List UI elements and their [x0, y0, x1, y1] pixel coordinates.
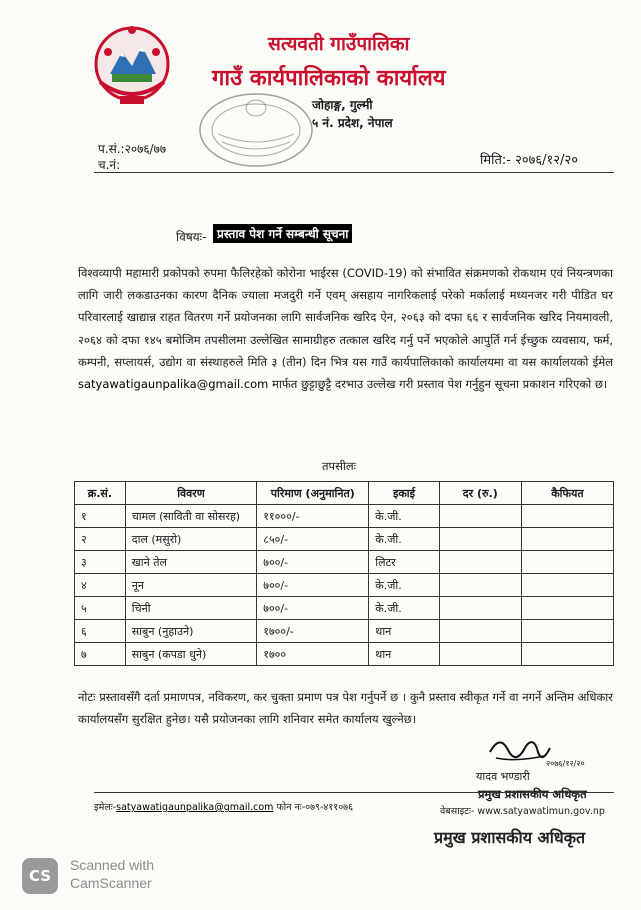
cell-remarks — [521, 643, 613, 666]
footer-divider — [94, 792, 614, 793]
watermark-line-2: CamScanner — [70, 875, 152, 891]
cell-rate — [439, 505, 521, 528]
table-row — [75, 643, 614, 666]
footer-phone: फोन नः-०७९-४११०७६ — [276, 802, 354, 813]
cell-description: चामल (साविती वा सोसरह) — [125, 505, 256, 528]
note-text: नोटः प्रस्तावसँगै दर्ता प्रमाणपत्र, नविकरण, कर चुक्ता प्रमाण पत्र पेश गर्नुपर्ने छ । कुनै प्रस्ताव स्वीकृत गर्ने वा नगर्ने अन्तिम अधिकार कार्यालयसँग सुरक्षित हुनेछ। यसै प्रयोजनका लागि शनिवार समेत कार्यालय खुल्नेछ। — [78, 690, 613, 726]
subject-text: प्रस्ताव पेश गर्ने सम्बन्धी सूचना — [213, 224, 352, 243]
footer-email-link[interactable]: satyawatigaunpalika@gmail.com — [116, 802, 274, 813]
header-quantity: परिमाण (अनुमानित) — [257, 482, 369, 505]
cell-quantity: १७०० — [257, 643, 369, 666]
footer-website — [440, 804, 605, 817]
footer-contact — [94, 800, 353, 813]
cell-unit: के.जी. — [369, 528, 439, 551]
table-row — [75, 551, 614, 574]
cell-remarks — [521, 574, 613, 597]
document-date: मिति:- २०७६/१२/२० — [480, 153, 578, 168]
camscanner-watermark — [22, 858, 202, 898]
table-row — [75, 574, 614, 597]
cell-unit: के.जी. — [369, 505, 439, 528]
cell-unit: थान — [369, 643, 439, 666]
cell-quantity: ७००/- — [257, 597, 369, 620]
header-divider — [94, 172, 614, 173]
cell-remarks — [521, 597, 613, 620]
address-line-1: जोहाङ्ग, गुल्मी — [312, 98, 373, 112]
cell-serial: ६ — [75, 620, 126, 643]
address-line-2: ५ नं. प्रदेश, नेपाल — [312, 116, 393, 130]
nepal-emblem-icon — [92, 22, 172, 110]
cell-rate — [439, 620, 521, 643]
signatory-name: यादव भण्डारी — [476, 770, 530, 783]
cell-rate — [439, 643, 521, 666]
cell-serial: २ — [75, 528, 126, 551]
cell-description: नून — [125, 574, 256, 597]
body-text-post: मार्फत छुट्टाछुट्टै दरभाउ उल्लेख गरी प्रस्ताव पेश गर्नुहुन सूचना प्रकाशन गरिएको छ। — [272, 377, 608, 392]
cell-serial: ४ — [75, 574, 126, 597]
notice-body — [78, 262, 613, 395]
subject-label: विषयः- — [176, 230, 207, 244]
cell-rate — [439, 528, 521, 551]
municipality-name: सत्यवती गाउँपालिका — [268, 33, 410, 55]
table-header-row — [75, 482, 614, 505]
reference-number: प.सं.:२०७६/७७ — [98, 142, 167, 156]
cell-description: दाल (मसुरो) — [125, 528, 256, 551]
header-serial: क्र.सं. — [75, 482, 126, 505]
cell-remarks — [521, 620, 613, 643]
chalani-number: च.नं: — [98, 158, 121, 172]
cell-unit: के.जी. — [369, 574, 439, 597]
cell-quantity: ११०००/- — [257, 505, 369, 528]
cell-unit: के.जी. — [369, 597, 439, 620]
cell-quantity: १७००/- — [257, 620, 369, 643]
cell-quantity: ८५०/- — [257, 528, 369, 551]
cell-quantity: ७००/- — [257, 574, 369, 597]
cell-description: साबुन (कपडा धुने) — [125, 643, 256, 666]
cell-serial: ७ — [75, 643, 126, 666]
office-name: गाउँ कार्यपालिकाको कार्यालय — [212, 66, 446, 91]
header-rate: दर (रु.) — [439, 482, 521, 505]
footer-web-link[interactable]: www.satyawatimun.gov.np — [477, 806, 605, 817]
cell-description: साबुन (नुहाउने) — [125, 620, 256, 643]
cell-serial: १ — [75, 505, 126, 528]
signature-scrawl — [486, 730, 596, 770]
cell-rate — [439, 551, 521, 574]
table-caption: तपसीलः — [322, 459, 356, 473]
cell-unit: थान — [369, 620, 439, 643]
header-description: विवरण — [125, 482, 256, 505]
table-row — [75, 528, 614, 551]
footer-email-label: इमेलः- — [94, 802, 117, 813]
items-table — [74, 481, 614, 666]
cell-remarks — [521, 551, 613, 574]
cell-description: खाने तेल — [125, 551, 256, 574]
table-row — [75, 597, 614, 620]
cell-serial: ५ — [75, 597, 126, 620]
signatory-post: प्रमुख प्रशासकीय अधिकृत — [478, 787, 587, 801]
header-remarks: कैफियत — [521, 482, 613, 505]
cell-quantity: ७००/- — [257, 551, 369, 574]
cell-remarks — [521, 505, 613, 528]
footer-web-label: वेबसाइटः- — [440, 806, 475, 817]
cell-rate — [439, 574, 521, 597]
body-text-pre: विश्वव्यापी महामारी प्रकोपको रुपमा फैलिरहेको कोरोना भाईरस (COVID-19) को संभावित संक्रमणको रोकथाम एवं नियन्त्रणका लागि जारी लकडाउनका कारण दैनिक ज्याला मजदुरी गर्ने एवम् असहाय नागरिकलाई परेको मर्कालाई मध्यनजर गरी पीडित घर परिवारलाई खाद्यान्न राहत वितरण गर्ने प्रयोजनका लागि सार्वजनिक खरिद ऐन, २०६३ को दफा ६६ र सार्वजनिक खरिद नियमावली, २०६४ को दफा १४५ बमोजिम तपसीलमा उल्लेखित सामाग्रीहरु तत्काल खरिद गर्नु पर्ने भएकोले आपुर्ति गर्न ईच्छुक व्यवसाय, फर्म, कम्पनी, सप्लायर्स, उद्योग वा संस्थाहरुले मिति ३ (तीन) दिन भित्र यस गाउँ कार्यपालिकाको कार्यालयमा वा यस कार्यालयको ईमेल — [78, 266, 613, 369]
watermark-line-1: Scanned with — [70, 857, 155, 873]
header-unit: इकाई — [369, 482, 439, 505]
signature-date: २०७६/१२/२० — [546, 759, 585, 768]
cell-unit: लिटर — [369, 551, 439, 574]
cell-rate — [439, 597, 521, 620]
signatory-post-stamp: प्रमुख प्रशासकीय अधिकृत — [434, 828, 586, 847]
cell-serial: ३ — [75, 551, 126, 574]
cell-description: चिनी — [125, 597, 256, 620]
body-email-link[interactable]: satyawatigaunpalika@gmail.com — [78, 377, 269, 392]
table-row — [75, 620, 614, 643]
camscanner-logo-icon: CS — [22, 858, 58, 894]
cell-remarks — [521, 528, 613, 551]
table-row — [75, 505, 614, 528]
office-stamp-icon — [196, 90, 316, 170]
